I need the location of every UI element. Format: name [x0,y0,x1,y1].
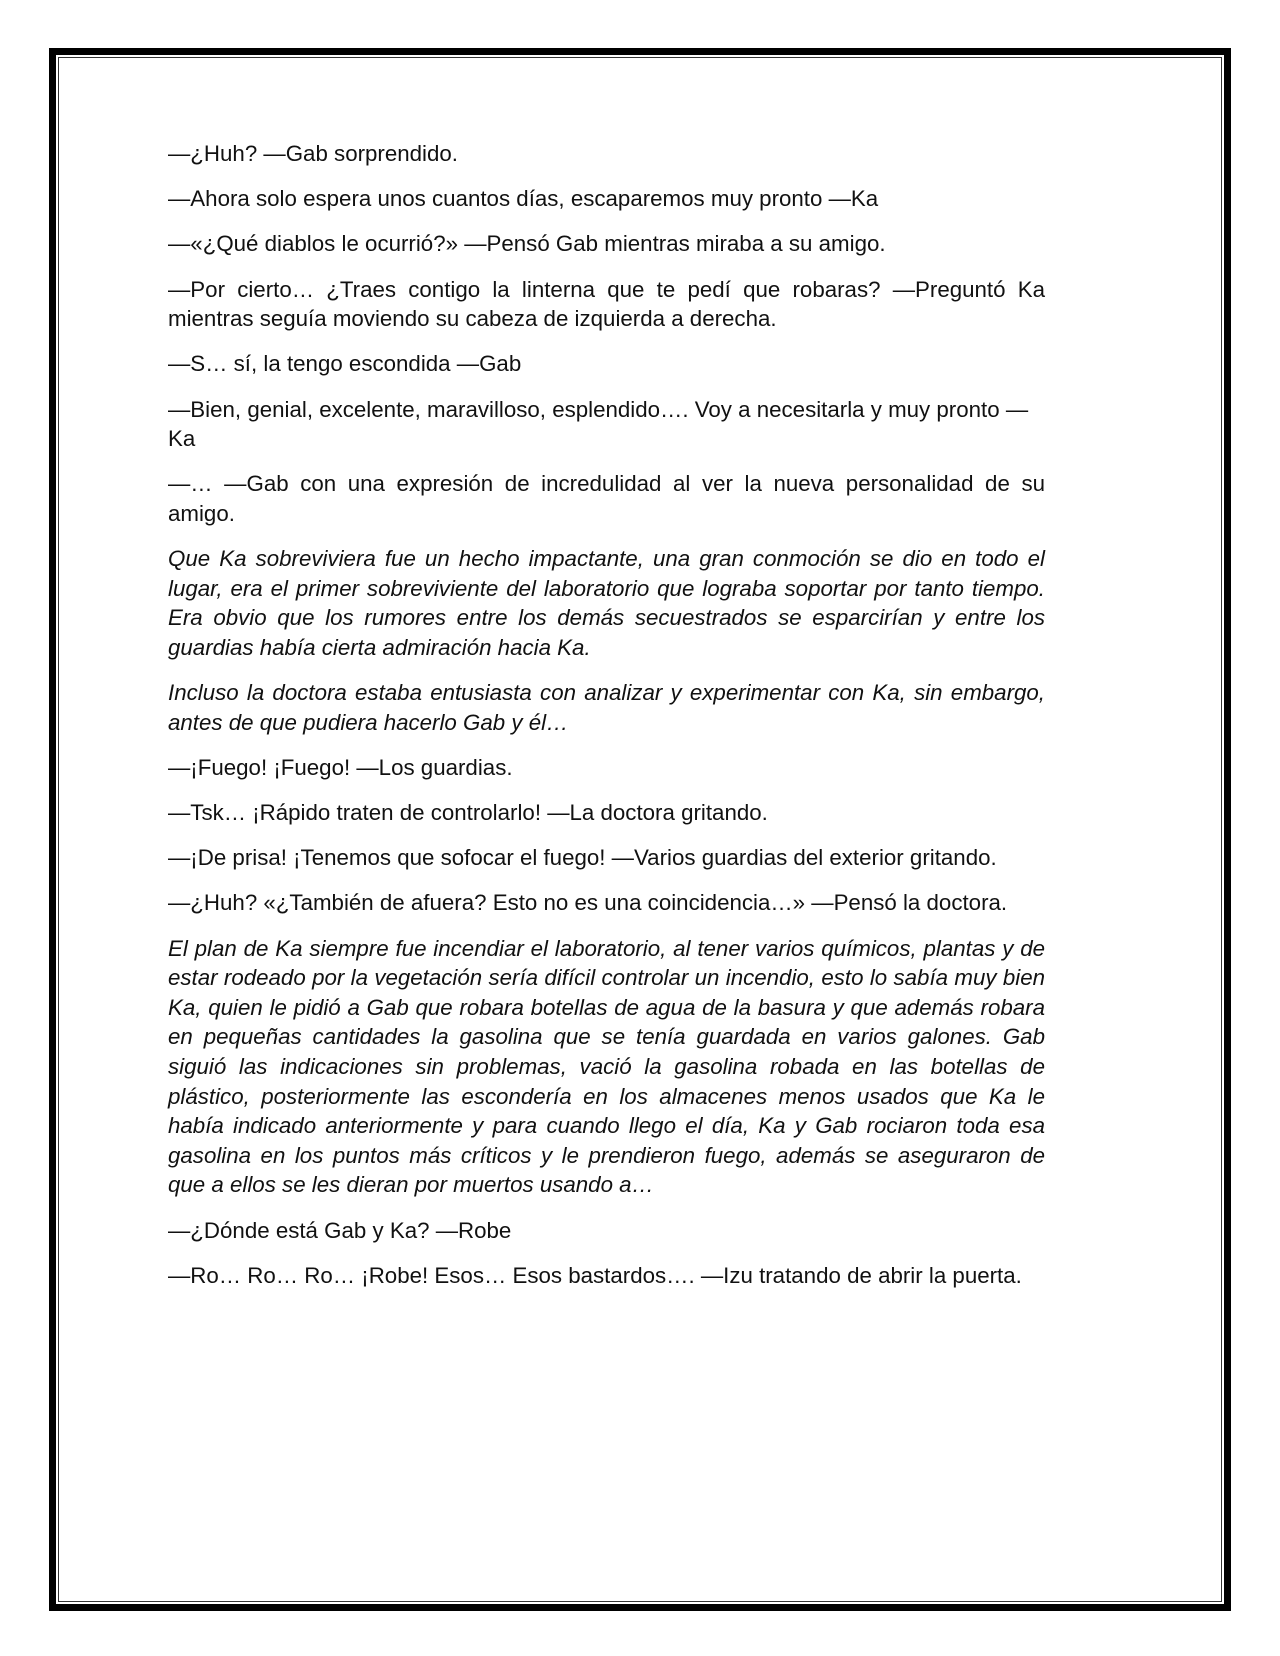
paragraph-dialogue: —Bien, genial, excelente, maravilloso, esplendido…. Voy a necesitarla y muy pronto —Ka [168,396,1029,452]
page-body [168,139,1045,1306]
paragraph-narration: El plan de Ka siempre fue incendiar el laboratorio, al tener varios químicos, plantas y de estar rodeado por la vegetación sería difícil controlar un incendio, esto lo sabía muy bien Ka, quien le pidió a Gab que robara botellas de agua de la basura y que además robara en pequeñas cantidades la gasolina que se tenía guardada en varios galones. Gab siguió las indicaciones sin problemas, vació la gasolina robada en las botellas de plástico, posteriormente las escondería en los almacenes menos usados que Ka le había indicado anteriormente y para cuando llego el día, Ka y Gab rociaron toda esa gasolina en los puntos más críticos y le prendieron fuego, además se aseguraron de que a ellos se les dieran por muertos usando a… [168,935,1045,1198]
paragraph-narration: Incluso la doctora estaba entusiasta con analizar y experimentar con Ka, sin embargo, antes de que pudiera hacerlo Gab y él… [168,680,1045,735]
paragraph-dialogue: —Ro… Ro… Ro… ¡Robe! Esos… Esos bastardos…. —Izu tratando de abrir la puerta. [168,1262,1022,1288]
paragraph-dialogue: —¿Huh? —Gab sorprendido. [168,141,459,166]
paragraph-dialogue: —Por cierto… ¿Traes contigo la linterna que te pedí que robaras? —Preguntó Ka mientras seguía moviendo su cabeza de izquierda a derecha. [168,276,1045,332]
paragraph-dialogue: —Ahora solo espera unos cuantos días, escaparemos muy pronto —Ka [168,186,879,212]
paragraph-dialogue: —¿Huh? «¿También de afuera? Esto no es una coincidencia…» —Pensó la doctora. [168,890,1008,916]
paragraph-dialogue: —«¿Qué diablos le ocurrió?» —Pensó Gab mientras miraba a su amigo. [168,231,886,257]
paragraph-dialogue: —¡Fuego! ¡Fuego! —Los guardias. [168,754,513,780]
paragraph-dialogue: —¿Dónde está Gab y Ka? —Robe [168,1217,512,1243]
paragraph-dialogue: —S… sí, la tengo escondida —Gab [168,351,522,377]
paragraph-dialogue: —Tsk… ¡Rápido traten de controlarlo! —La doctora gritando. [168,800,768,826]
paragraph-dialogue: —… —Gab con una expresión de incredulidad al ver la nueva personalidad de su amigo. [168,471,1045,526]
paragraph-dialogue: —¡De prisa! ¡Tenemos que sofocar el fuego! —Varios guardias del exterior gritando. [168,845,997,871]
paragraph-narration: Que Ka sobreviviera fue un hecho impactante, una gran conmoción se dio en todo el lugar, era el primer sobreviviente del laboratorio que lograba soportar por tanto tiempo. Era obvio que los rumores entre los demás secuestrados se esparcirían y entre los guardias había cierta admiración hacia Ka. [168,546,1045,660]
